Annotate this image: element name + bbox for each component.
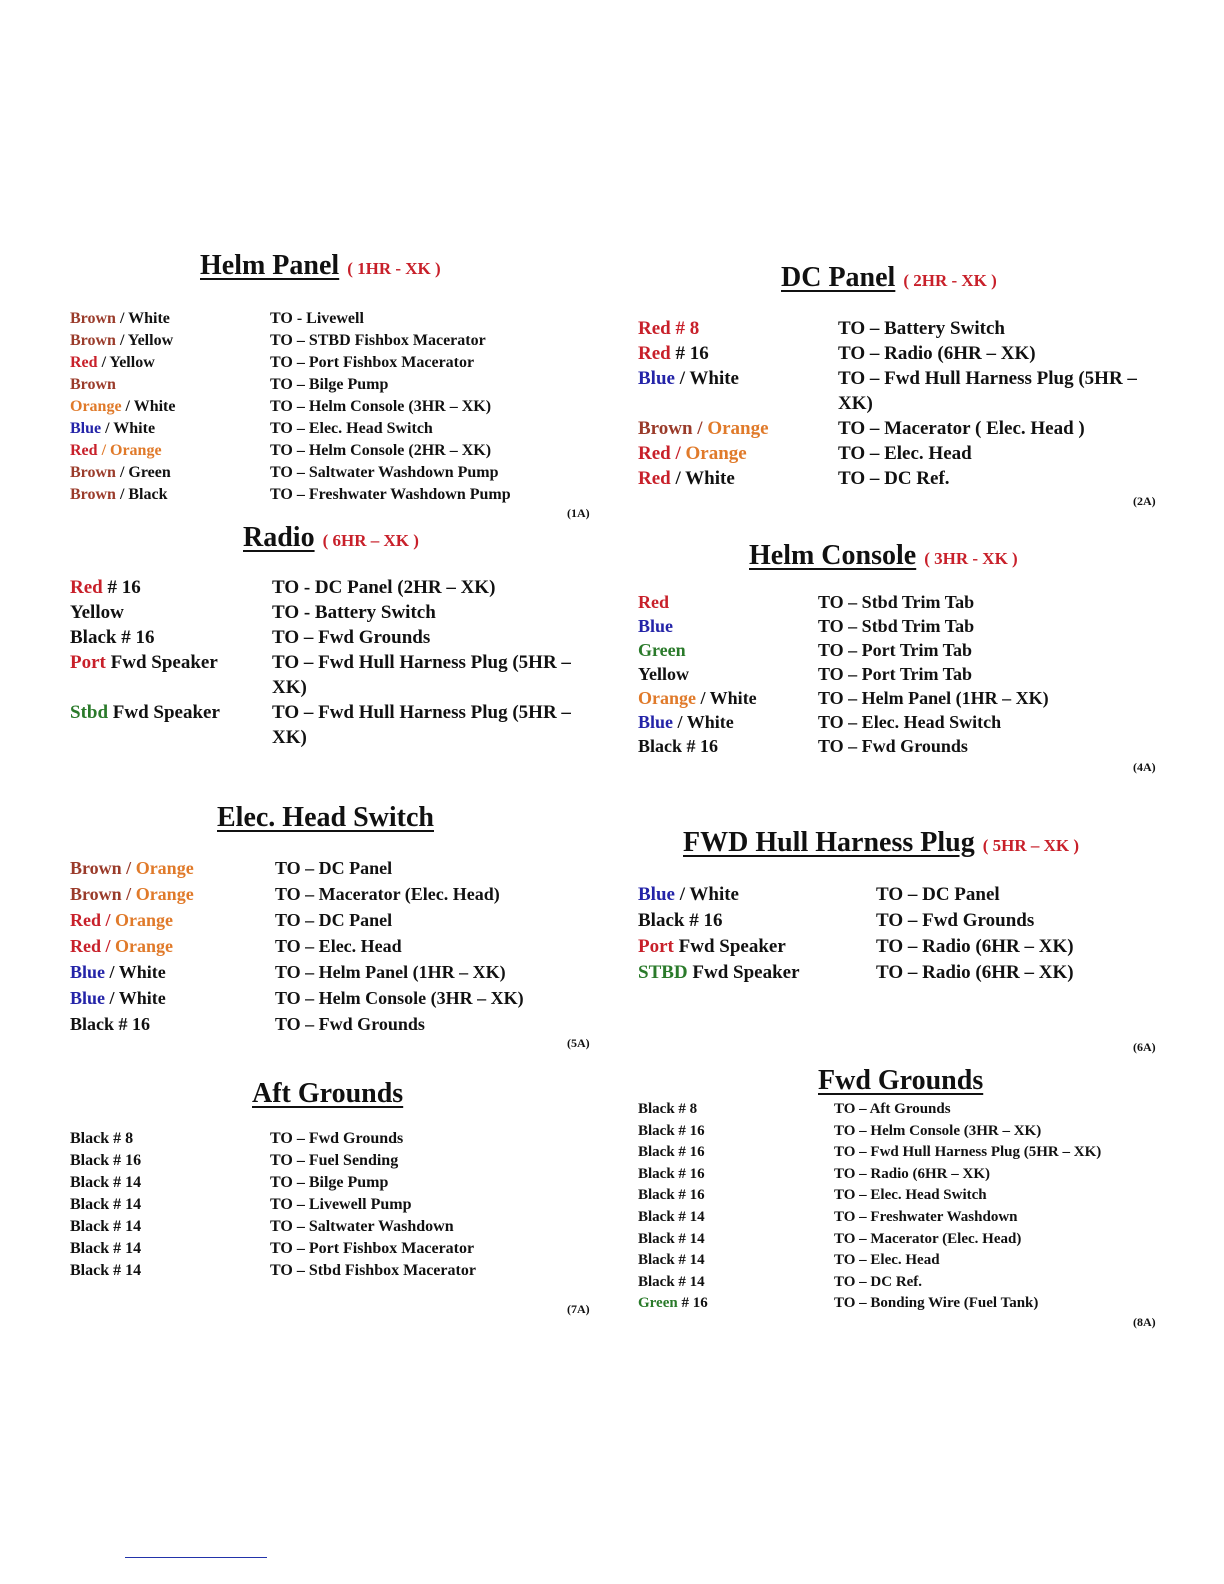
- wire-row: [70, 308, 600, 330]
- wire-row: [638, 882, 1168, 908]
- wire-color-segment: Blue: [70, 962, 106, 982]
- wire-color-segment: Port: [638, 936, 674, 957]
- wire-color: [70, 575, 272, 600]
- wire-destination: TO – Bonding Wire (Fuel Tank): [834, 1295, 1039, 1312]
- wire-color: [638, 934, 876, 960]
- wire-color: [638, 1272, 834, 1294]
- wire-color-segment: Fwd Speaker: [105, 652, 218, 673]
- wire-color-segment: Blue: [638, 712, 674, 732]
- wire-color: [638, 1207, 834, 1229]
- wire-row: [638, 366, 1168, 416]
- wire-color: [638, 1099, 834, 1121]
- section-ref: (5A): [567, 1036, 590, 1050]
- wire-destination: TO – Bilge Pump: [270, 1174, 389, 1191]
- wire-row: [70, 600, 600, 625]
- wire-color-segment: Yellow: [70, 602, 124, 623]
- wire-row: [70, 985, 600, 1011]
- wire-row: [70, 575, 600, 600]
- wire-color: [70, 1194, 270, 1216]
- wire-row: [70, 330, 600, 352]
- section-fwd-grounds: [638, 1065, 1168, 1335]
- wire-color-segment: # 16: [677, 1295, 708, 1312]
- wire-destination: TO – Aft Grounds: [834, 1101, 951, 1117]
- wire-row: [638, 341, 1168, 366]
- wire-destination: TO – Fwd Hull Harness Plug (5HR – XK): [272, 702, 571, 748]
- section-title-text: Aft Grounds: [252, 1078, 404, 1109]
- wire-destination: TO – Helm Console (3HR – XK): [270, 398, 492, 415]
- wire-destination: TO – Stbd Trim Tab: [818, 592, 975, 612]
- wire-row: [638, 638, 1168, 662]
- section-radio: [70, 522, 600, 752]
- wire-color: [70, 985, 275, 1011]
- wire-color-segment: Black # 14: [638, 1252, 705, 1269]
- wire-color-segment: Brown: [70, 486, 116, 503]
- wire-destination: TO – Macerator (Elec. Head): [275, 884, 500, 904]
- section-title: [749, 540, 1018, 572]
- wire-destination: TO – Helm Console (2HR – XK): [270, 442, 492, 459]
- wire-color: [638, 1142, 834, 1164]
- wire-row: [70, 959, 600, 985]
- wire-row: [638, 1207, 1168, 1229]
- wire-row: [70, 650, 600, 700]
- wire-color-segment: Red /: [638, 443, 686, 464]
- section-ref: (4A): [1133, 760, 1156, 774]
- wire-destination: TO – Livewell Pump: [270, 1196, 412, 1213]
- wire-color-segment: Black # 14: [70, 1196, 142, 1213]
- wire-color: [70, 600, 272, 625]
- wire-row: [638, 416, 1168, 441]
- wire-color-segment: Fwd Speaker: [673, 936, 786, 957]
- wire-color-segment: Brown: [70, 310, 116, 327]
- wire-color-segment: Orange: [135, 858, 194, 878]
- wire-destination: TO – Elec. Head Switch: [818, 712, 1002, 732]
- wire-destination: TO – Stbd Fishbox Macerator: [270, 1262, 476, 1279]
- wire-color: [70, 352, 270, 374]
- section-title: [217, 802, 442, 834]
- wire-color-segment: / Orange: [97, 442, 162, 459]
- section-title-text: Fwd Grounds: [818, 1065, 984, 1096]
- wire-row: [638, 734, 1168, 758]
- wire-color: [638, 1164, 834, 1186]
- wire-color-segment: Black # 14: [638, 1208, 705, 1225]
- wire-color-segment: Fwd Speaker: [687, 962, 800, 983]
- wire-destination: TO – Stbd Trim Tab: [818, 616, 975, 636]
- wire-color-segment: # 16: [670, 343, 709, 364]
- wire-color-segment: Fwd Speaker: [108, 702, 220, 723]
- wire-row: [638, 662, 1168, 686]
- wire-color-segment: # 16: [102, 577, 141, 598]
- wire-color-segment: / White: [673, 712, 734, 732]
- wire-color: [70, 650, 272, 700]
- wire-color-segment: Stbd: [70, 702, 109, 723]
- section-dc-panel: [638, 262, 1168, 512]
- wire-destination: TO – Fwd Grounds: [272, 627, 431, 648]
- section-title-text: Radio: [243, 522, 315, 553]
- wire-color: [638, 441, 838, 466]
- section-title: [781, 262, 997, 294]
- wire-color: [638, 710, 818, 734]
- wire-color-segment: Blue: [638, 884, 675, 905]
- wire-color: [70, 484, 270, 506]
- wire-color-segment: Brown /: [70, 884, 136, 904]
- wire-destination: TO – Elec. Head: [838, 443, 972, 464]
- wire-row: [70, 855, 600, 881]
- wire-color-segment: Yellow: [638, 664, 689, 684]
- wire-color-segment: Red: [70, 442, 98, 459]
- wire-destination: TO – Bilge Pump: [270, 376, 389, 393]
- wire-row: [70, 1216, 600, 1238]
- wire-row: [638, 1229, 1168, 1251]
- footnote-separator: [125, 1557, 267, 1558]
- section-ref: (6A): [1133, 1040, 1156, 1054]
- wire-row: [70, 1172, 600, 1194]
- wire-destination: TO – Fwd Hull Harness Plug (5HR – XK): [838, 368, 1137, 414]
- wire-color: [70, 396, 270, 418]
- wire-destination: TO – Radio (6HR – XK): [834, 1165, 990, 1182]
- wire-row: [638, 1250, 1168, 1272]
- section-elec-head-switch: [70, 802, 600, 1062]
- wire-row: [70, 1150, 600, 1172]
- wire-color-segment: Black # 16: [638, 1144, 705, 1161]
- wire-destination: TO – Battery Switch: [838, 318, 1005, 339]
- wire-color: [70, 1260, 270, 1282]
- wire-row: [638, 934, 1168, 960]
- wire-destination: TO – Elec. Head Switch: [834, 1187, 987, 1204]
- wire-color: [638, 1121, 834, 1143]
- wire-color: [638, 416, 838, 441]
- section-ref: (7A): [567, 1302, 590, 1316]
- wire-list: [70, 575, 600, 750]
- wire-destination: TO – Radio (6HR – XK): [876, 962, 1074, 983]
- wire-destination: TO – Freshwater Washdown: [834, 1208, 1018, 1225]
- wire-color-segment: / Yellow: [97, 354, 155, 371]
- section-ref: (8A): [1133, 1315, 1156, 1329]
- wire-color-segment: Black # 16: [638, 1187, 705, 1204]
- section-title: [252, 1078, 411, 1110]
- wire-color-segment: Black # 16: [638, 1122, 705, 1139]
- wire-row: [638, 441, 1168, 466]
- wire-color: [638, 1250, 834, 1272]
- wire-row: [638, 1121, 1168, 1143]
- section-code: ( 2HR - XK ): [903, 271, 997, 290]
- section-fwd-hull-harness-plug: [638, 827, 1168, 1067]
- wire-color: [70, 1011, 275, 1037]
- wire-color: [638, 908, 876, 934]
- wire-color-segment: / White: [121, 398, 176, 415]
- wire-destination: TO – STBD Fishbox Macerator: [270, 332, 486, 349]
- wire-destination: TO – DC Panel: [275, 858, 393, 878]
- section-aft-grounds: [70, 1078, 600, 1328]
- wire-color-segment: Red: [70, 354, 98, 371]
- wire-destination: TO – Helm Panel (1HR – XK): [275, 962, 506, 982]
- wire-destination: TO – DC Ref.: [838, 468, 950, 489]
- wire-list: [70, 855, 600, 1037]
- wire-color-segment: Blue: [638, 616, 674, 636]
- wire-destination: TO – DC Panel: [275, 910, 393, 930]
- wire-row: [638, 614, 1168, 638]
- wire-row: [70, 933, 600, 959]
- wire-destination: TO – Macerator ( Elec. Head ): [838, 418, 1085, 439]
- wire-row: [70, 1194, 600, 1216]
- wire-color: [638, 316, 838, 341]
- wire-color-segment: Red: [638, 468, 671, 489]
- wire-color-segment: Red: [638, 343, 671, 364]
- wire-color: [638, 590, 818, 614]
- section-ref: (1A): [567, 506, 590, 520]
- wire-row: [70, 881, 600, 907]
- wire-destination: TO – Helm Console (3HR – XK): [834, 1122, 1042, 1139]
- wire-color: [638, 1185, 834, 1207]
- section-code: ( 3HR - XK ): [924, 549, 1018, 568]
- wire-destination: TO - DC Panel (2HR – XK): [272, 577, 496, 598]
- wire-color-segment: / White: [674, 368, 739, 389]
- wire-color-segment: Orange: [707, 418, 769, 439]
- wire-row: [638, 316, 1168, 341]
- wire-color-segment: Blue: [638, 368, 675, 389]
- wire-color-segment: Black # 16: [70, 1014, 151, 1034]
- wire-color-segment: Orange: [115, 910, 173, 930]
- wire-row: [70, 374, 600, 396]
- wire-destination: TO – Radio (6HR – XK): [838, 343, 1036, 364]
- wire-destination: TO – Elec. Head Switch: [270, 420, 433, 437]
- section-title-text: FWD Hull Harness Plug: [683, 827, 975, 858]
- section-title: [243, 522, 419, 554]
- wire-color: [638, 1229, 834, 1251]
- wire-color-segment: / White: [115, 310, 170, 327]
- wire-color-segment: Orange: [685, 443, 747, 464]
- section-title: [200, 250, 441, 282]
- wire-destination: TO – Helm Console (3HR – XK): [275, 988, 524, 1008]
- wire-color: [70, 625, 272, 650]
- wire-row: [638, 1164, 1168, 1186]
- wire-color-segment: Green: [638, 1295, 678, 1312]
- wire-list: [638, 882, 1168, 986]
- wire-color-segment: Brown: [70, 376, 116, 393]
- wire-color-segment: Red /: [70, 910, 115, 930]
- wire-color: [70, 330, 270, 352]
- wire-color: [70, 440, 270, 462]
- wire-color-segment: / Green: [115, 464, 171, 481]
- wire-row: [70, 1011, 600, 1037]
- wire-color: [70, 462, 270, 484]
- wire-destination: TO – Port Fishbox Macerator: [270, 354, 475, 371]
- wire-row: [638, 686, 1168, 710]
- wire-destination: TO – Elec. Head: [275, 936, 402, 956]
- wire-color-segment: Black # 14: [70, 1218, 142, 1235]
- wire-color: [638, 341, 838, 366]
- section-helm-console: [638, 540, 1168, 780]
- wire-row: [638, 908, 1168, 934]
- wire-destination: TO – Elec. Head: [834, 1252, 940, 1269]
- wire-color: [70, 881, 275, 907]
- wire-color: [638, 960, 876, 986]
- wire-row: [70, 1238, 600, 1260]
- wire-color-segment: Orange: [135, 884, 194, 904]
- section-code: ( 6HR – XK ): [322, 531, 419, 550]
- wire-row: [70, 625, 600, 650]
- wire-destination: TO – DC Panel: [876, 884, 1000, 905]
- wire-list: [70, 1128, 600, 1282]
- wire-destination: TO – Fwd Grounds: [275, 1014, 425, 1034]
- wire-color: [70, 907, 275, 933]
- wire-color: [638, 662, 818, 686]
- wire-row: [70, 396, 600, 418]
- wire-color-segment: Blue: [70, 988, 106, 1008]
- wire-color-segment: Blue: [70, 420, 102, 437]
- wire-row: [70, 484, 600, 506]
- wire-row: [638, 960, 1168, 986]
- wire-destination: TO – Fwd Hull Harness Plug (5HR – XK): [834, 1144, 1102, 1161]
- wire-color: [70, 933, 275, 959]
- wire-row: [70, 1260, 600, 1282]
- wire-color: [638, 686, 818, 710]
- wire-destination: TO – Fuel Sending: [270, 1152, 399, 1169]
- wire-color-segment: Brown /: [70, 858, 136, 878]
- wire-destination: TO – Fwd Grounds: [270, 1130, 404, 1147]
- wire-destination: TO – Macerator (Elec. Head): [834, 1230, 1022, 1247]
- wire-color: [70, 855, 275, 881]
- wire-destination: TO – Port Trim Tab: [818, 640, 973, 660]
- wire-row: [70, 440, 600, 462]
- wire-color-segment: Red /: [70, 936, 115, 956]
- wire-destination: TO – Freshwater Washdown Pump: [270, 486, 511, 503]
- wire-color-segment: Black # 16: [638, 736, 719, 756]
- wire-color-segment: Black # 16: [638, 910, 723, 931]
- section-code: ( 1HR - XK ): [347, 259, 441, 278]
- section-title: [818, 1065, 991, 1097]
- wire-color-segment: Orange: [638, 688, 696, 708]
- wire-color: [70, 959, 275, 985]
- wire-color: [638, 638, 818, 662]
- wire-color: [70, 1172, 270, 1194]
- wire-row: [638, 1185, 1168, 1207]
- wire-color-segment: Black # 8: [70, 1130, 134, 1147]
- wire-color-segment: Black # 16: [638, 1165, 705, 1182]
- wire-color-segment: Brown: [70, 332, 116, 349]
- wire-color-segment: Black # 14: [638, 1230, 705, 1247]
- wire-color: [70, 418, 270, 440]
- wire-destination: TO – Radio (6HR – XK): [876, 936, 1074, 957]
- section-title-text: Elec. Head Switch: [217, 802, 434, 833]
- wire-color-segment: / White: [670, 468, 735, 489]
- wire-row: [638, 1142, 1168, 1164]
- wire-color: [638, 734, 818, 758]
- wire-destination: TO – Saltwater Washdown: [270, 1218, 454, 1235]
- section-code: ( 5HR – XK ): [982, 836, 1080, 855]
- wire-color-segment: Black # 14: [70, 1174, 142, 1191]
- wire-row: [638, 710, 1168, 734]
- wire-color: [70, 308, 270, 330]
- wire-row: [70, 907, 600, 933]
- wire-row: [70, 462, 600, 484]
- wire-color-segment: Black # 8: [638, 1101, 698, 1117]
- wire-color-segment: Brown /: [638, 418, 708, 439]
- wire-color: [638, 366, 838, 416]
- wire-color-segment: Port: [70, 652, 106, 673]
- section-helm-panel: [70, 250, 600, 520]
- wire-row: [70, 418, 600, 440]
- wire-color-segment: Red # 8: [638, 318, 700, 339]
- section-title-text: Helm Console: [749, 540, 917, 571]
- wire-destination: TO – DC Ref.: [834, 1273, 923, 1290]
- wire-row: [638, 590, 1168, 614]
- section-title-text: Helm Panel: [200, 250, 340, 281]
- wire-row: [638, 466, 1168, 491]
- wire-color-segment: / White: [101, 420, 156, 437]
- wire-color-segment: Green: [638, 640, 686, 660]
- wire-color-segment: Black # 16: [70, 1152, 142, 1169]
- wire-color-segment: / White: [696, 688, 757, 708]
- wire-color: [638, 466, 838, 491]
- wire-color: [638, 882, 876, 908]
- wire-color-segment: Black # 16: [70, 627, 155, 648]
- wire-list: [638, 1099, 1168, 1315]
- wire-list: [638, 590, 1168, 758]
- wire-color-segment: Orange: [70, 398, 122, 415]
- wire-color: [70, 1238, 270, 1260]
- wire-color: [70, 1216, 270, 1238]
- wire-color: [638, 1293, 834, 1315]
- wire-destination: TO – Port Trim Tab: [818, 664, 973, 684]
- wire-color-segment: / White: [105, 988, 166, 1008]
- wire-color: [70, 374, 270, 396]
- wire-color-segment: / White: [105, 962, 166, 982]
- section-ref: (2A): [1133, 494, 1156, 508]
- wire-color: [70, 700, 272, 750]
- wire-color: [638, 614, 818, 638]
- wire-row: [638, 1293, 1168, 1315]
- wire-color-segment: / Yellow: [115, 332, 174, 349]
- wire-row: [70, 1128, 600, 1150]
- wire-destination: TO – Saltwater Washdown Pump: [270, 464, 499, 481]
- wire-color-segment: Red: [70, 577, 103, 598]
- section-title-text: DC Panel: [781, 262, 896, 293]
- wire-destination: TO - Battery Switch: [272, 602, 436, 623]
- wire-destination: TO – Fwd Grounds: [818, 736, 968, 756]
- wire-row: [70, 352, 600, 374]
- wire-row: [70, 700, 600, 750]
- wire-row: [638, 1272, 1168, 1294]
- wire-list: [638, 316, 1168, 491]
- wire-color-segment: / White: [674, 884, 739, 905]
- wire-color-segment: Black # 14: [70, 1240, 142, 1257]
- wire-destination: TO – Helm Panel (1HR – XK): [818, 688, 1049, 708]
- wire-color: [70, 1150, 270, 1172]
- wire-color-segment: STBD: [638, 962, 688, 983]
- wire-row: [638, 1099, 1168, 1121]
- wire-color-segment: Red: [638, 592, 669, 612]
- wire-color-segment: Black # 14: [638, 1273, 705, 1290]
- wire-destination: TO – Fwd Hull Harness Plug (5HR – XK): [272, 652, 571, 698]
- section-title: [683, 827, 1079, 859]
- wire-list: [70, 308, 600, 506]
- wire-destination: TO – Fwd Grounds: [876, 910, 1035, 931]
- wire-color: [70, 1128, 270, 1150]
- wire-destination: TO - Livewell: [270, 310, 364, 327]
- wire-color-segment: Orange: [115, 936, 173, 956]
- wire-color-segment: Black # 14: [70, 1262, 142, 1279]
- wire-color-segment: Brown: [70, 464, 116, 481]
- wire-color-segment: / Black: [115, 486, 168, 503]
- wire-destination: TO – Port Fishbox Macerator: [270, 1240, 475, 1257]
